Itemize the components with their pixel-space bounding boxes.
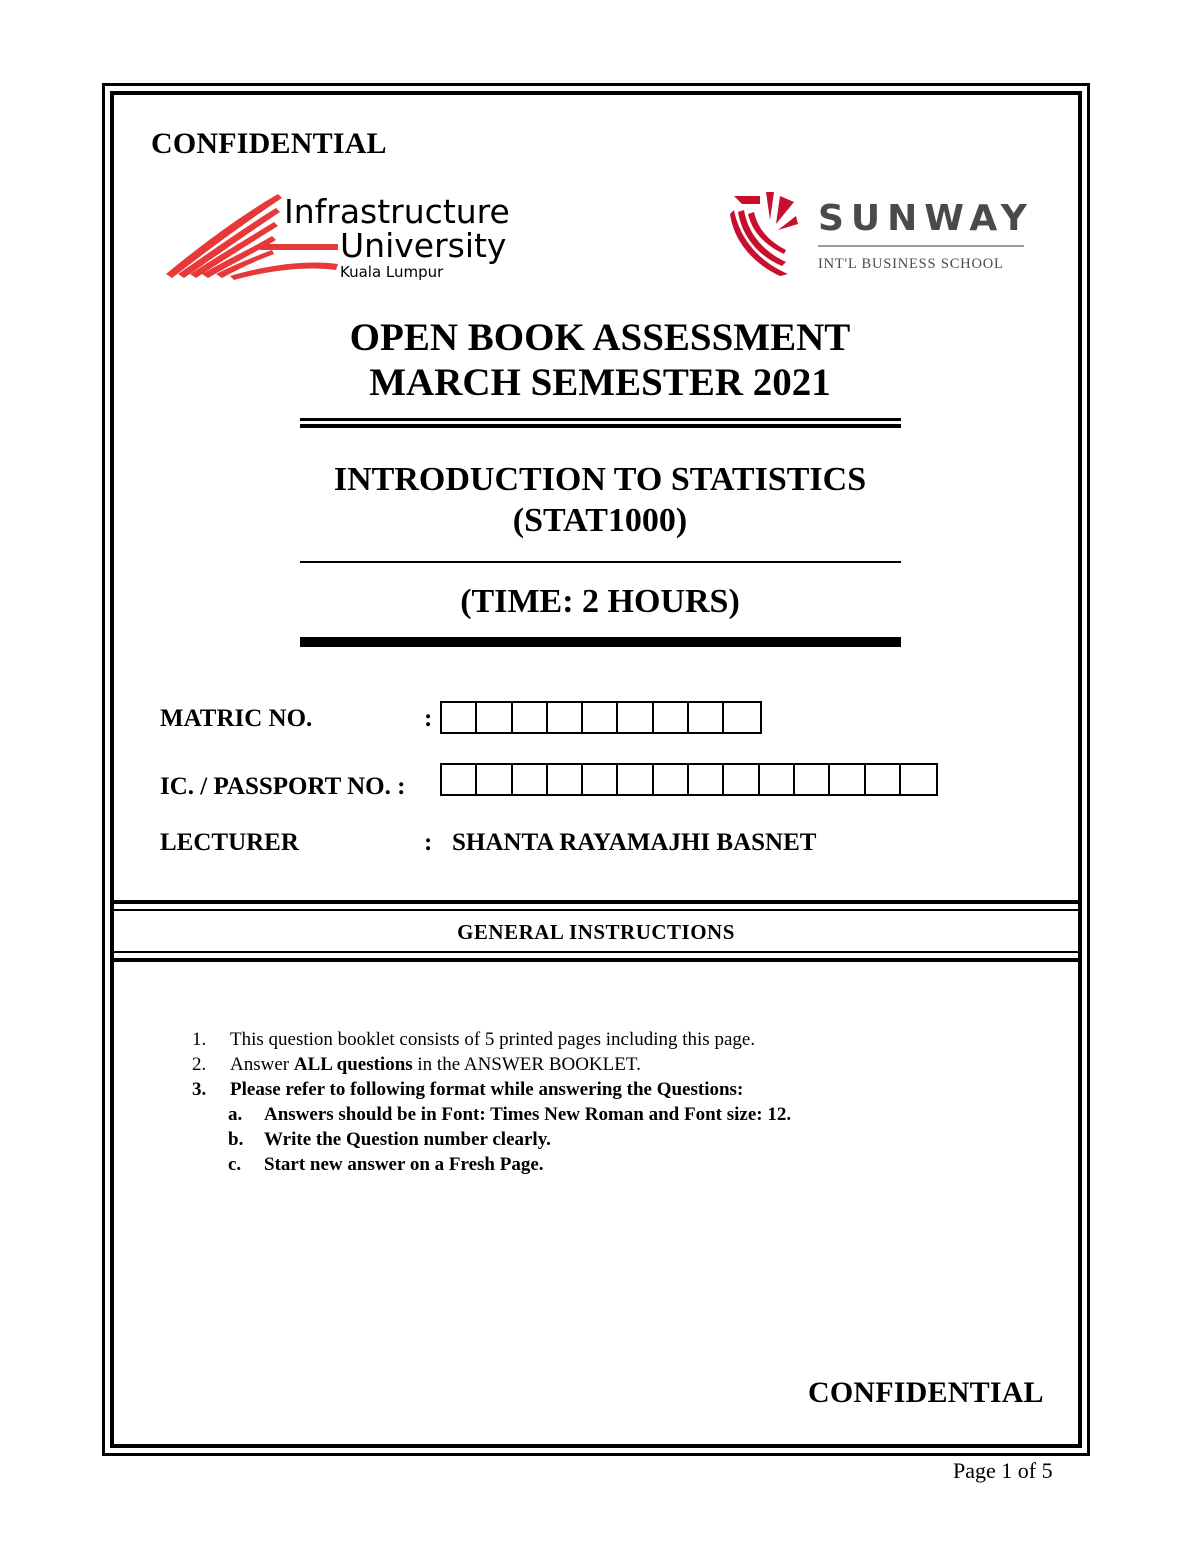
passport-box[interactable]	[866, 765, 901, 794]
matric-box[interactable]	[689, 703, 724, 732]
general-instructions-heading: GENERAL INSTRUCTIONS	[457, 920, 735, 944]
iukl-line3: Kuala Lumpur	[340, 263, 444, 281]
matric-box[interactable]	[618, 703, 653, 732]
passport-box[interactable]	[795, 765, 830, 794]
course-rule	[300, 561, 901, 563]
passport-box[interactable]	[442, 765, 477, 794]
instructions-list	[192, 1027, 791, 1177]
matric-colon: :	[424, 705, 433, 732]
instruction-item: 1. This question booklet consists of 5 printed pages including this page.	[192, 1029, 756, 1050]
matric-box[interactable]	[477, 703, 512, 732]
matric-box[interactable]	[724, 703, 759, 732]
infrastructure-university-logo	[160, 186, 520, 286]
instruction-subitem: c. Start new answer on a Fresh Page.	[228, 1154, 544, 1175]
passport-box[interactable]	[548, 765, 583, 794]
matric-box[interactable]	[548, 703, 583, 732]
course-name: INTRODUCTION TO STATISTICS	[333, 461, 867, 498]
passport-box[interactable]	[901, 765, 936, 794]
assessment-title: OPEN BOOK ASSESSMENT	[349, 316, 851, 359]
sunway-emblem-icon	[730, 190, 800, 276]
passport-box[interactable]	[618, 765, 653, 794]
confidential-top: CONFIDENTIAL	[151, 127, 387, 160]
passport-box[interactable]	[654, 765, 689, 794]
course-code: (STAT1000)	[512, 502, 688, 539]
matric-label: MATRIC NO.	[160, 705, 313, 732]
lecturer-colon: :	[424, 829, 433, 856]
sunway-tagline: INT'L BUSINESS SCHOOL	[818, 256, 1004, 272]
passport-box[interactable]	[583, 765, 618, 794]
lecturer-label: LECTURER	[160, 829, 299, 856]
passport-input-boxes[interactable]	[440, 763, 938, 796]
matric-box[interactable]	[513, 703, 548, 732]
instruction-item: 2. Answer ALL questions in the ANSWER BOOKLET.	[192, 1054, 641, 1075]
time-rule	[300, 637, 901, 647]
matric-box[interactable]	[654, 703, 689, 732]
passport-box[interactable]	[513, 765, 548, 794]
passport-box[interactable]	[830, 765, 865, 794]
semester-title: MARCH SEMESTER 2021	[369, 361, 831, 404]
confidential-bottom: CONFIDENTIAL	[808, 1376, 1044, 1409]
instruction-item: 3. Please refer to following format while answering the Questions:	[192, 1079, 744, 1100]
passport-box[interactable]	[477, 765, 512, 794]
passport-label: IC. / PASSPORT NO. :	[160, 773, 406, 800]
sunway-name: SUNWAY	[818, 198, 1034, 239]
passport-box[interactable]	[760, 765, 795, 794]
passport-box[interactable]	[724, 765, 759, 794]
passport-box[interactable]	[689, 765, 724, 794]
time-allowed: (TIME: 2 HOURS)	[460, 583, 740, 620]
sunway-logo	[730, 190, 1034, 280]
instruction-subitem: a. Answers should be in Font: Times New Roman and Font size: 12.	[228, 1104, 792, 1125]
iukl-line2: University	[340, 226, 507, 265]
matric-box[interactable]	[442, 703, 477, 732]
lecturer-name: SHANTA RAYAMAJHI BASNET	[452, 829, 817, 856]
iukl-line1: Infrastructure	[284, 192, 510, 231]
page-number: Page 1 of 5	[953, 1458, 1053, 1483]
instruction-subitem: b. Write the Question number clearly.	[228, 1129, 551, 1150]
title-rule-2	[300, 424, 901, 428]
matric-input-boxes[interactable]	[440, 701, 762, 734]
title-rule-1	[300, 418, 901, 421]
sunway-divider	[818, 245, 1024, 247]
general-instructions-band	[110, 900, 1082, 962]
matric-box[interactable]	[583, 703, 618, 732]
